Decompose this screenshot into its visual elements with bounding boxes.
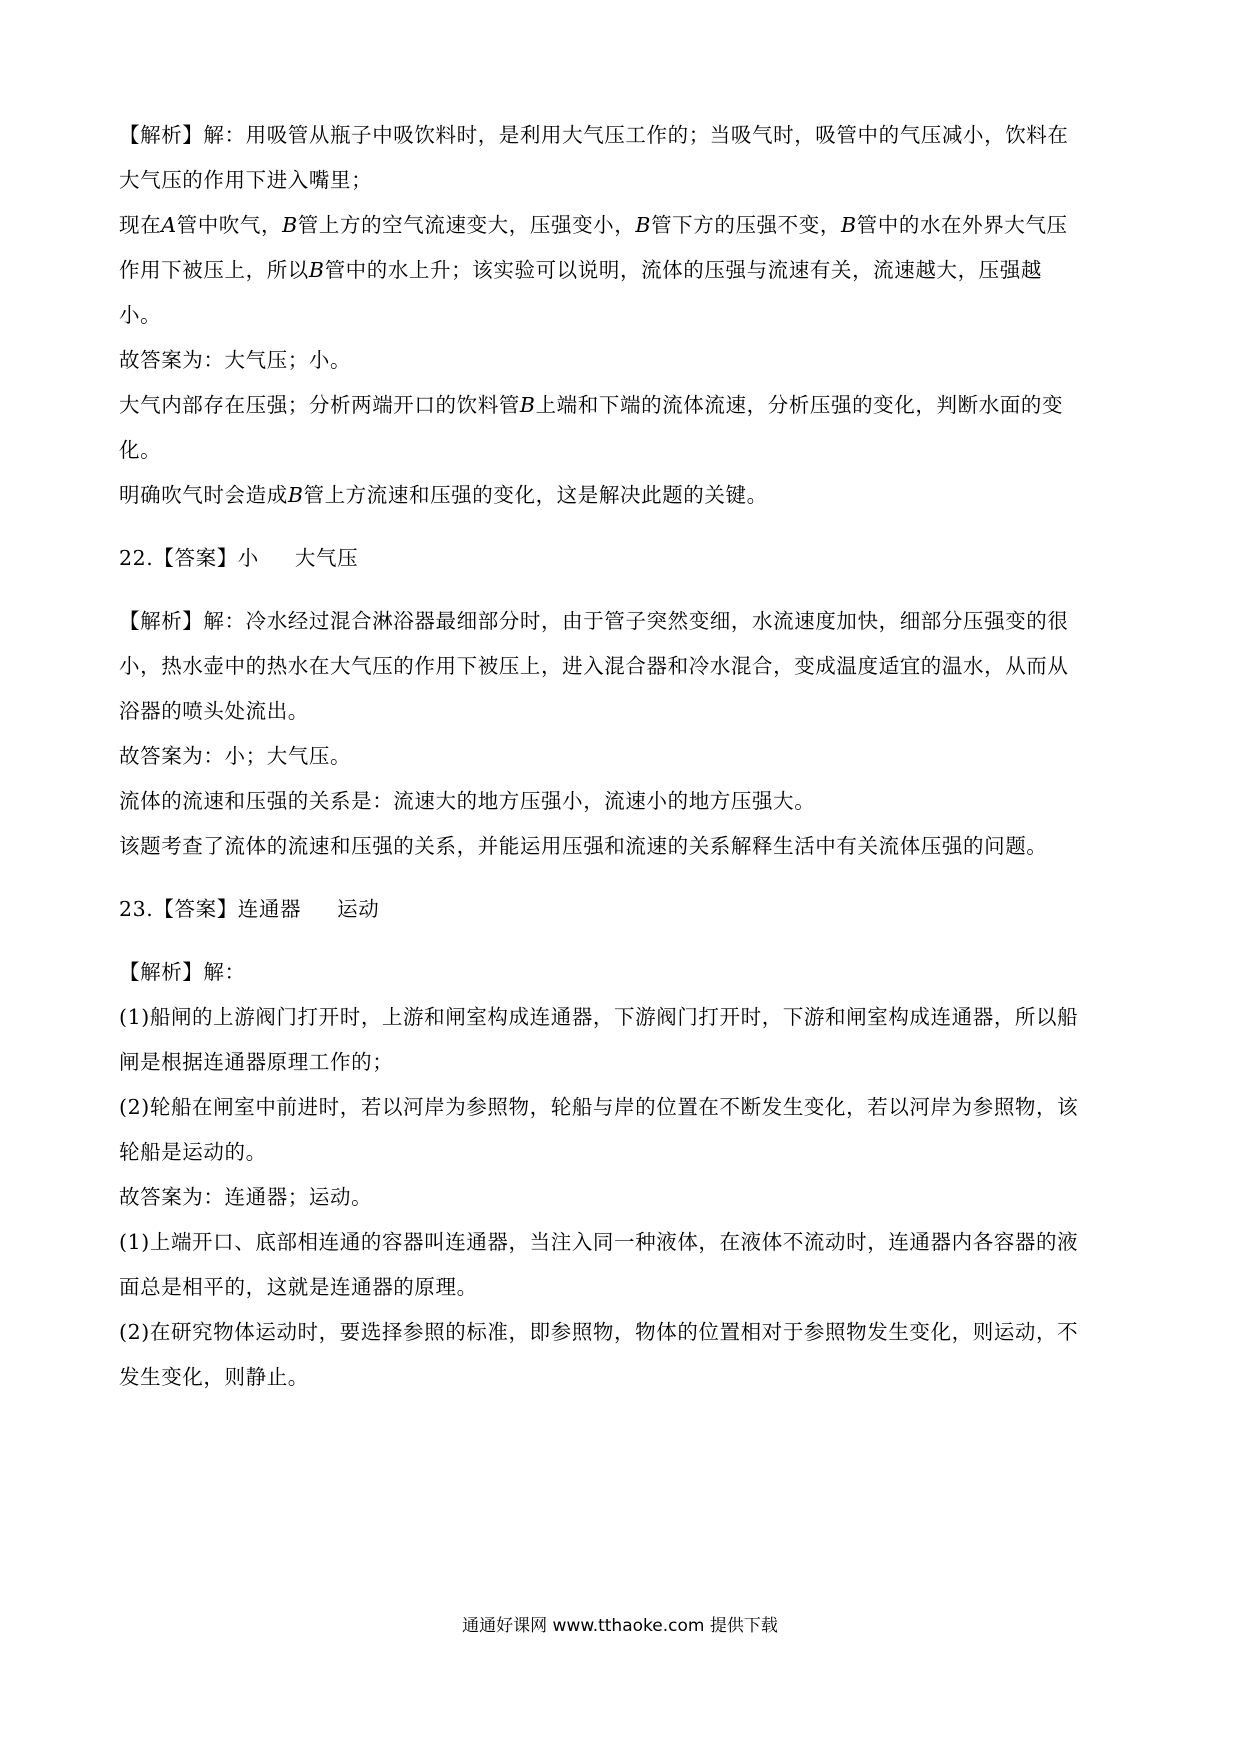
q23-knowledge-2a: (2)在研究物体运动时，要选择参照的标准，即参照物，物体的位置相对于参照物发生变化，则运动，不 <box>119 1320 1079 1344</box>
variable-b: B <box>282 213 298 237</box>
q23-knowledge-1b: 面总是相平的，这就是连通器的原理。 <box>119 1275 478 1299</box>
q22-answer-header <box>119 536 1119 581</box>
text: 作用下被压上，所以 <box>119 258 309 282</box>
text: 管中的水上升；该实验可以说明，流体的压强与流速有关，流速越大，压强越 <box>324 258 1042 282</box>
q22-answer-1: 22.【答案】小 <box>119 546 259 570</box>
q22-comment: 该题考查了流体的流速和压强的关系，并能运用压强和流速的关系解释生活中有关流体压强的问题。 <box>119 834 1048 858</box>
q21-analysis-line-2: 大气压的作用下进入嘴里； <box>119 168 373 192</box>
q23-analysis-2b: 轮船是运动的。 <box>119 1140 267 1164</box>
variable-b: B <box>840 213 857 237</box>
q23-analysis-2a: (2)轮船在闸室中前进时，若以河岸为参照物，轮船与岸的位置在不断发生变化，若以河岸为参照物，该 <box>119 1095 1079 1119</box>
q22-point: 流体的流速和压强的关系是：流速大的地方压强小，流速小的地方压强大。 <box>119 789 816 813</box>
q21-analysis-line-5: 小。 <box>119 303 162 327</box>
text: 管中的水在外界大气压 <box>856 213 1068 237</box>
document-body <box>119 113 1119 1400</box>
variable-b: B <box>635 213 652 237</box>
q21-analysis-line-4 <box>119 248 1119 293</box>
q22-analysis-line-2: 小，热水壶中的热水在大气压的作用下被压上，进入混合器和冷水混合，变成温度适宜的温水，从而从 <box>119 654 1069 678</box>
q23-knowledge-2b: 发生变化，则静止。 <box>119 1365 309 1389</box>
q23-analysis-1a: (1)船闸的上游阀门打开时，上游和闸室构成连通器，下游阀门打开时，下游和闸室构成连通器，所以船 <box>119 1005 1079 1029</box>
q22-analysis-line-1: 【解析】解：冷水经过混合淋浴器最细部分时，由于管子突然变细，水流速度加快，细部分压强变的很 <box>119 609 1069 633</box>
q23-answer-header <box>119 887 1119 932</box>
text: 管下方的压强不变， <box>651 213 841 237</box>
q21-analysis-line-3 <box>119 203 1119 248</box>
q21-analysis-line-1: 【解析】解：用吸管从瓶子中吸饮料时，是利用大气压工作的；当吸气时，吸管中的气压减小，饮料在 <box>119 123 1069 147</box>
q23-answer-1: 23.【答案】连通器 <box>119 897 302 921</box>
q21-point-line-2: 化。 <box>119 438 162 462</box>
text: 上端和下端的流体流速，分析压强的变化，判断水面的变 <box>535 393 1064 417</box>
variable-b: B <box>308 258 325 282</box>
text: 明确吹气时会造成 <box>119 483 288 507</box>
page-footer: 通通好课网 www.tthaoke.com 提供下载 <box>462 1616 778 1636</box>
q22-answer-2: 大气压 <box>294 546 359 570</box>
q21-answer-line: 故答案为：大气压；小。 <box>119 348 352 372</box>
q21-point-line-1 <box>119 383 1119 428</box>
q22-answer-line: 故答案为：小；大气压。 <box>119 744 352 768</box>
q21-comment <box>119 473 1119 518</box>
q23-answer-line: 故答案为：连通器；运动。 <box>119 1185 373 1209</box>
q23-knowledge-1a: (1)上端开口、底部相连通的容器叫连通器，当注入同一种液体，在液体不流动时，连通器内各容器的液 <box>119 1230 1079 1254</box>
text: 管上方流速和压强的变化，这是解决此题的关键。 <box>303 483 768 507</box>
variable-b: B <box>519 393 536 417</box>
variable-b: B <box>287 483 304 507</box>
text: 现在 <box>119 213 162 237</box>
variable-a: A <box>161 213 177 237</box>
q22-analysis-line-3: 浴器的喷头处流出。 <box>119 699 309 723</box>
q23-answer-2: 运动 <box>337 897 380 921</box>
text: 大气内部存在压强；分析两端开口的饮料管 <box>119 393 520 417</box>
q23-analysis-1b: 闸是根据连通器原理工作的； <box>119 1050 394 1074</box>
q23-analysis-head: 【解析】解： <box>119 960 246 984</box>
text: 管中吹气， <box>176 213 283 237</box>
text: 管上方的空气流速变大，压强变小， <box>297 213 636 237</box>
